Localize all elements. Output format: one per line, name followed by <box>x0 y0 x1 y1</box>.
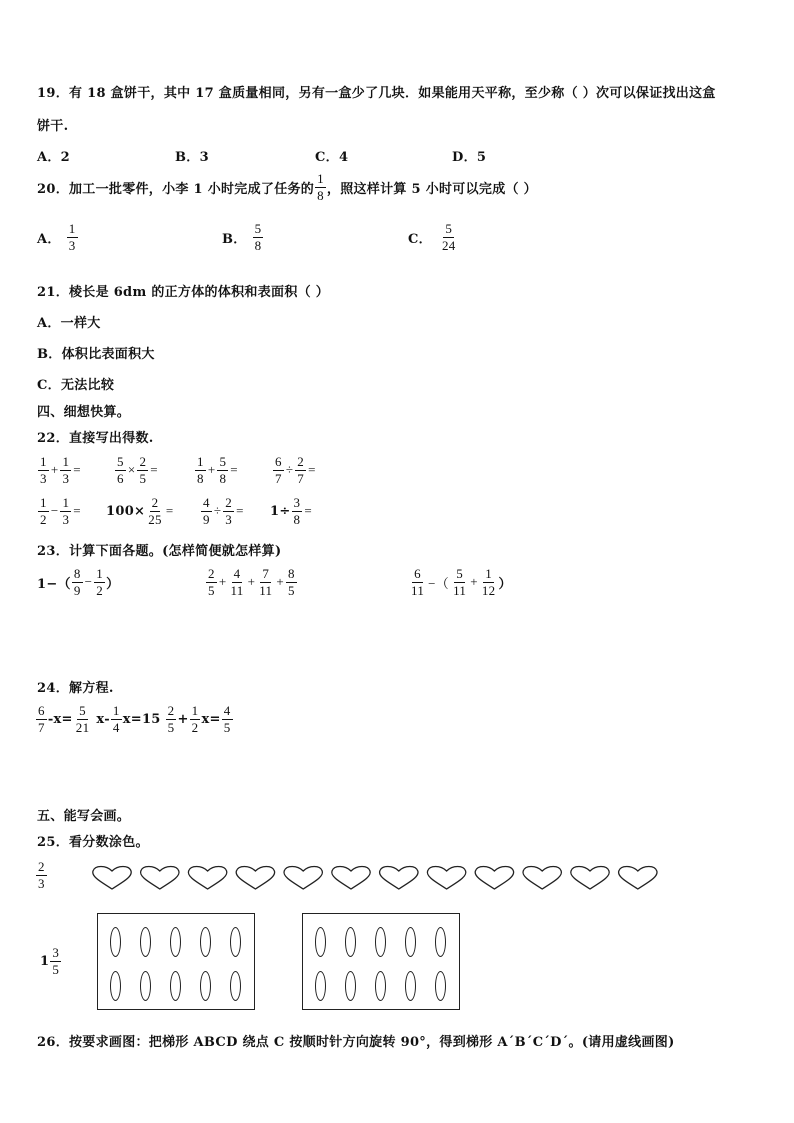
heart-shape[interactable] <box>93 867 131 890</box>
q22-title: 22．直接写出得数. <box>37 431 154 446</box>
oval-box-2 <box>302 913 460 1010</box>
oval[interactable] <box>170 971 181 1001</box>
q25-title: 25．看分数涂色。 <box>37 835 149 850</box>
q21-question: 21．棱长是 6dm 的正方体的体积和表面积（ ） <box>37 285 330 300</box>
heart-shape[interactable] <box>619 867 657 890</box>
q19-option-d: D．5 <box>452 150 487 165</box>
q22-r2-item3: $\frac{4}{9}$ ÷ $\frac{2}{3}$ = <box>203 495 244 527</box>
q22-r1-item2: $\frac{5}{6}$ × $\frac{2}{5}$ = <box>117 454 158 486</box>
heart-shape[interactable] <box>475 867 513 890</box>
heart-shape[interactable] <box>571 867 609 890</box>
q22-r2-item2: 100× $\frac{2}{25}$ = <box>106 495 174 527</box>
q24-eq1: $\frac{6}{7}$ -x= $\frac{5}{21}$ <box>38 703 90 735</box>
q21-option-b: B．体积比表面积大 <box>37 347 155 362</box>
oval[interactable] <box>405 927 416 957</box>
q22-r2-item1: $\frac{1}{2}$ − $\frac{1}{3}$ = <box>40 495 81 527</box>
oval[interactable] <box>405 971 416 1001</box>
q24-eq3: $\frac{2}{5}$ + $\frac{1}{2}$ x= $\frac{4}{5}$ <box>167 703 231 735</box>
heart-shape[interactable] <box>236 867 274 890</box>
oval[interactable] <box>140 927 151 957</box>
hearts-row <box>88 864 668 894</box>
q23-expr2: $\frac{2}{5}$ + $\frac{4}{11}$ + $\frac{7}{11}$ + $\frac{8}{5}$ <box>208 566 295 598</box>
q25-fraction-2-3: $\frac{2}{3}$ <box>38 859 45 891</box>
oval-grid-1 <box>104 927 254 1001</box>
q20-option-a-frac: $\frac{1}{3}$ <box>68 221 76 253</box>
q25-mixed-number: 1 $\frac{3}{5}$ <box>40 945 60 977</box>
oval[interactable] <box>435 971 446 1001</box>
q21-option-a: A．一样大 <box>37 316 101 331</box>
q20-option-b: B． $\frac{5}{8}$ <box>222 221 262 253</box>
oval[interactable] <box>140 971 151 1001</box>
heart-shape[interactable] <box>380 867 418 890</box>
q26-question: 26．按要求画图：把梯形 ABCD 绕点 C 按顺时针方向旋转 90°，得到梯形 A´B´C´D´。(请用虚线画图) <box>37 1035 675 1050</box>
q20-text-after: ，照这样计算 5 小时可以完成（ ） <box>326 181 537 197</box>
oval[interactable] <box>170 927 181 957</box>
oval-grid-2 <box>309 927 459 1001</box>
oval[interactable] <box>375 927 386 957</box>
q23-expr3: $\frac{6}{11}$ −（ $\frac{5}{11}$ + $\frac{1}{12}$ ） <box>411 566 512 598</box>
oval[interactable] <box>200 971 211 1001</box>
q22-r1-item3: $\frac{1}{8}$ + $\frac{5}{8}$ = <box>197 454 238 486</box>
q24-eq2: x- $\frac{1}{4}$ x=15 <box>96 703 161 735</box>
q20-text-before: 20．加工一批零件，小李 1 小时完成了任务的 <box>37 181 315 197</box>
section4-heading: 四、细想快算。 <box>37 405 131 420</box>
oval[interactable] <box>435 927 446 957</box>
section5-heading: 五、能写会画。 <box>37 809 131 824</box>
heart-shape[interactable] <box>188 867 226 890</box>
heart-shape[interactable] <box>332 867 370 890</box>
oval[interactable] <box>375 971 386 1001</box>
q20-fraction: $\frac{1}{8}$ <box>317 171 324 203</box>
q24-title: 24．解方程. <box>37 681 114 696</box>
oval[interactable] <box>315 927 326 957</box>
heart-shape[interactable] <box>523 867 561 890</box>
oval[interactable] <box>345 971 356 1001</box>
q20-question <box>37 172 537 202</box>
q22-r1-item1: $\frac{1}{3}$ + $\frac{1}{3}$ = <box>40 454 81 486</box>
oval[interactable] <box>345 927 356 957</box>
heart-shape[interactable] <box>427 867 465 890</box>
q22-r2-item4: 1÷ $\frac{3}{8}$ = <box>270 495 312 527</box>
q19-option-b: B．3 <box>175 150 209 165</box>
q24-equations <box>35 704 234 734</box>
oval[interactable] <box>230 971 241 1001</box>
oval[interactable] <box>230 927 241 957</box>
q20-option-b-frac: $\frac{5}{8}$ <box>254 221 262 253</box>
q20-option-c: C． $\frac{5}{24}$ <box>408 221 456 253</box>
q19-line2: 饼干. <box>37 119 69 134</box>
q23-expr1: 1−（ $\frac{8}{9}$ − $\frac{1}{2}$ ） <box>37 566 120 598</box>
q19-option-a: A．2 <box>37 150 71 165</box>
q21-option-c: C．无法比较 <box>37 378 115 393</box>
oval[interactable] <box>200 927 211 957</box>
q20-option-a: A． $\frac{1}{3}$ <box>37 221 76 253</box>
heart-shape[interactable] <box>141 867 179 890</box>
q23-title: 23．计算下面各题。(怎样简便就怎样算) <box>37 544 282 559</box>
oval[interactable] <box>110 927 121 957</box>
q19-line1: 19．有 18 盒饼干，其中 17 盒质量相同，另有一盒少了几块．如果能用天平称，至少称（ ）次可以保证找出这盒 <box>37 86 716 101</box>
q22-r1-item4: $\frac{6}{7}$ ÷ $\frac{2}{7}$ = <box>275 454 316 486</box>
oval-box-1 <box>97 913 255 1010</box>
oval[interactable] <box>315 971 326 1001</box>
q19-option-c: C．4 <box>315 150 349 165</box>
q20-option-c-frac: $\frac{5}{24}$ <box>441 221 456 253</box>
oval[interactable] <box>110 971 121 1001</box>
heart-shape[interactable] <box>284 867 322 890</box>
